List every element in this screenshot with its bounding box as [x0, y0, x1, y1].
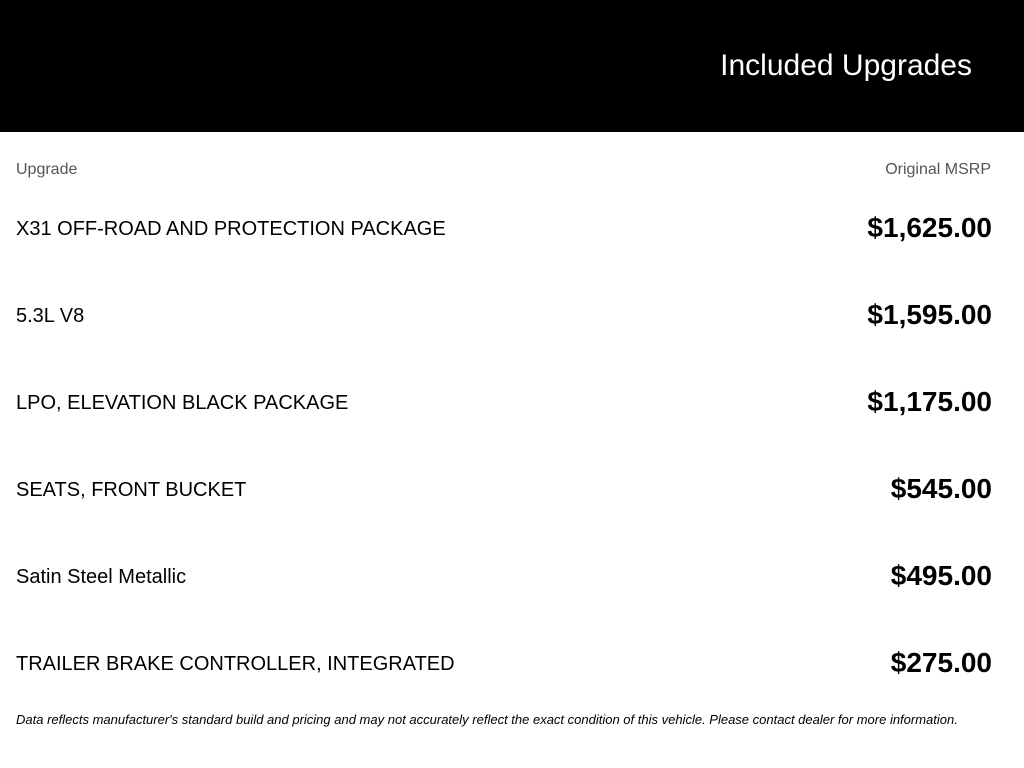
- upgrade-row: [0, 446, 1024, 533]
- upgrade-name: 5.3L V8: [16, 305, 85, 327]
- upgrades-list: [0, 185, 1024, 707]
- upgrade-row: [0, 533, 1024, 620]
- upgrade-row: [0, 359, 1024, 446]
- upgrade-name: SEATS, FRONT BUCKET: [16, 479, 247, 501]
- upgrade-price: $545.00: [890, 473, 992, 504]
- disclaimer-text: Data reflects manufacturer's standard build and pricing and may not accurately reflect the exact condition of this vehicle. Please contact dealer for more information.: [16, 712, 958, 727]
- upgrade-name: LPO, ELEVATION BLACK PACKAGE: [16, 392, 349, 414]
- upgrade-name: TRAILER BRAKE CONTROLLER, INTEGRATED: [16, 653, 455, 675]
- upgrade-row: [0, 620, 1024, 707]
- page-header: [0, 0, 1024, 132]
- upgrade-row: [0, 185, 1024, 272]
- upgrade-row: [0, 272, 1024, 359]
- upgrade-name: Satin Steel Metallic: [16, 566, 187, 588]
- column-header-upgrade: Upgrade: [16, 161, 78, 178]
- upgrade-price: $275.00: [890, 647, 992, 678]
- upgrade-price: $1,595.00: [867, 299, 992, 330]
- upgrade-name: X31 OFF-ROAD AND PROTECTION PACKAGE: [16, 218, 446, 240]
- page-title: Included Upgrades: [720, 49, 972, 82]
- upgrade-price: $1,625.00: [867, 212, 992, 243]
- column-header-original-msrp: Original MSRP: [885, 161, 991, 178]
- upgrade-price: $1,175.00: [867, 386, 992, 417]
- upgrade-price: $495.00: [890, 560, 992, 591]
